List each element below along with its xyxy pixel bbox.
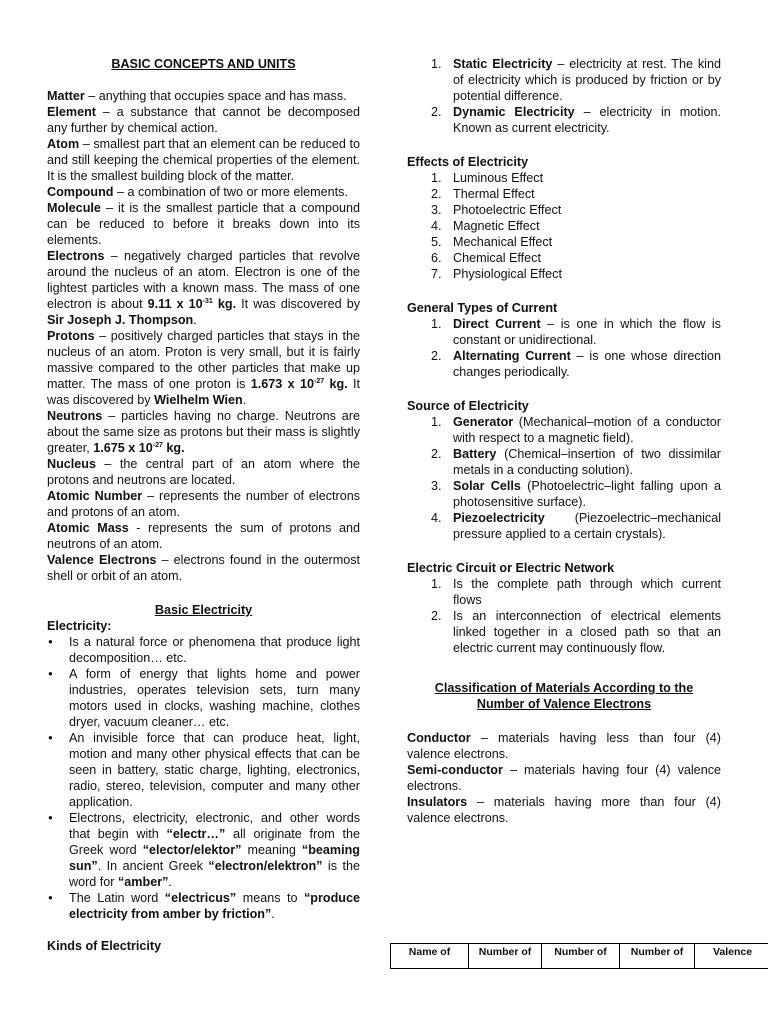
- valence-table: [390, 943, 768, 969]
- effects-heading: Effects of Electricity: [407, 155, 529, 169]
- table-header-cell: Valence: [695, 944, 768, 969]
- list-item: 1. Direct Current – is one in which the flow is constant or unidirectional.: [431, 317, 721, 347]
- list-item: 2. Is an interconnection of electrical elements linked together in a closed path so that an electric current may continuously flow.: [431, 609, 721, 655]
- electricity-bullets: [47, 634, 360, 922]
- effects-list: [407, 170, 721, 282]
- definitions-block: [47, 88, 360, 584]
- def-protons: Protons – positively charged particles that stays in the nucleus of an atom. Proton is very small, but it is fairly massive compared to the other particles that make up matter. The mass of one proton is 1.673 x $10^{-27}$ kg. It was discovered by Wielhelm Wien.: [47, 329, 360, 407]
- def-electrons: Electrons – negatively charged particles that revolve around the nucleus of an atom. Electron is one of the lightest particles with a known mass. The mass of one electron is about 9.11 x $10^{-31}$ kg. It was discovered by Sir Joseph J. Thompson.: [47, 249, 361, 327]
- list-item: 1. Is the complete path through which current flows: [431, 577, 721, 607]
- def-element: Element – a substance that cannot be decomposed any further by chemical action.: [47, 105, 360, 135]
- table-header-cell: Number of: [542, 944, 620, 969]
- list-item: ● The Latin word “electricus” means to “produce electricity from amber by friction”.: [47, 890, 360, 922]
- kinds-list: [407, 56, 721, 136]
- list-item: ● An invisible force that can produce heat, light, motion and many other physical effects that can be seen in battery, static charge, lighting, electronics, radio, stereo, television, computer and many other application.: [47, 730, 360, 810]
- list-item: 7. Physiological Effect: [431, 267, 562, 281]
- list-item: 1. Luminous Effect: [431, 171, 544, 185]
- left-column: [47, 56, 360, 954]
- basic-electricity-heading: Basic Electricity: [154, 603, 253, 617]
- list-item: 1. Static Electricity – electricity at rest. The kind of electricity which is produced by friction or by potential difference.: [431, 57, 721, 103]
- def-conductor: Conductor – materials having less than four (4) valence electrons.: [407, 731, 721, 761]
- def-atom: Atom – smallest part that an element can be reduced to and still keeping the chemical properties of the element. It is the smallest building block of the matter.: [47, 137, 360, 183]
- classification-heading: Classification of Materials According to the Number of Valence Electrons: [434, 681, 694, 711]
- circuit-heading: Electric Circuit or Electric Network: [407, 561, 615, 575]
- source-list: [407, 414, 721, 542]
- kinds-heading: Kinds of Electricity: [47, 939, 162, 953]
- table-header-row: [391, 944, 768, 969]
- materials-block: [407, 730, 721, 826]
- list-item: 1. Generator (Mechanical–motion of a conductor with respect to a magnetic field).: [431, 415, 721, 445]
- list-item: ● Electrons, electricity, electronic, and other words that begin with “electr…” all originate from the Greek word “elector/elektor” meaning “beaming sun”. In ancient Greek “electron/elektron” is the word for “amber”.: [47, 810, 360, 890]
- def-compound: Compound – a combination of two or more elements.: [47, 185, 348, 199]
- def-matter: Matter – anything that occupies space and has mass.: [47, 89, 347, 103]
- source-heading: Source of Electricity: [407, 399, 529, 413]
- list-item: ● Is a natural force or phenomena that produce light decomposition… etc.: [47, 634, 360, 666]
- def-neutrons: Neutrons – particles having no charge. Neutrons are about the same size as protons but their mass is slightly greater, 1.675 x $10^{-27}$ kg.: [47, 409, 360, 455]
- list-item: 2. Dynamic Electricity – electricity in motion. Known as current electricity.: [431, 105, 721, 135]
- list-item: 5. Mechanical Effect: [431, 235, 553, 249]
- right-column: [407, 56, 721, 826]
- def-molecule: Molecule – it is the smallest particle that a compound can be reduced to before it breaks down into its elements.: [47, 201, 360, 247]
- table-header-cell: Name of: [391, 944, 469, 969]
- def-valence-electrons: Valence Electrons – electrons found in the outermost shell or orbit of an atom.: [47, 553, 360, 583]
- def-atomic-mass: Atomic Mass - represents the sum of protons and neutrons of an atom.: [47, 521, 361, 551]
- list-item: 2. Alternating Current – is one whose direction changes periodically.: [431, 349, 721, 379]
- current-heading: General Types of Current: [407, 301, 558, 315]
- current-list: [407, 316, 721, 380]
- table-header-cell: Number of: [469, 944, 542, 969]
- def-nucleus: Nucleus – the central part of an atom where the protons and neutrons are located.: [47, 457, 360, 487]
- table-header-cell: Number of: [620, 944, 695, 969]
- page-title: BASIC CONCEPTS AND UNITS: [111, 57, 296, 71]
- def-atomic-number: Atomic Number – represents the number of electrons and protons of an atom.: [47, 489, 361, 519]
- list-item: 2. Battery (Chemical–insertion of two dissimilar metals in a conducting solution).: [431, 447, 721, 477]
- list-item: 4. Magnetic Effect: [431, 219, 540, 233]
- list-item: ● A form of energy that lights home and power industries, operates television sets, turn many motors used in clocks, washing machine, clothes dryer, vacuum cleaner… etc.: [47, 666, 360, 730]
- list-item: 3. Photoelectric Effect: [431, 203, 562, 217]
- list-item: 4. Piezoelectricity (Piezoelectric–mechanical pressure applied to a certain crystals).: [431, 511, 721, 541]
- list-item: 3. Solar Cells (Photoelectric–light falling upon a photosensitive surface).: [431, 479, 721, 509]
- circuit-list: [407, 576, 721, 656]
- def-semiconductor: Semi-conductor – materials having four (4) valence electrons.: [407, 763, 721, 793]
- electricity-label: Electricity:: [47, 619, 112, 633]
- def-insulators: Insulators – materials having more than four (4) valence electrons.: [407, 795, 721, 825]
- list-item: 2. Thermal Effect: [431, 187, 535, 201]
- list-item: 6. Chemical Effect: [431, 251, 541, 265]
